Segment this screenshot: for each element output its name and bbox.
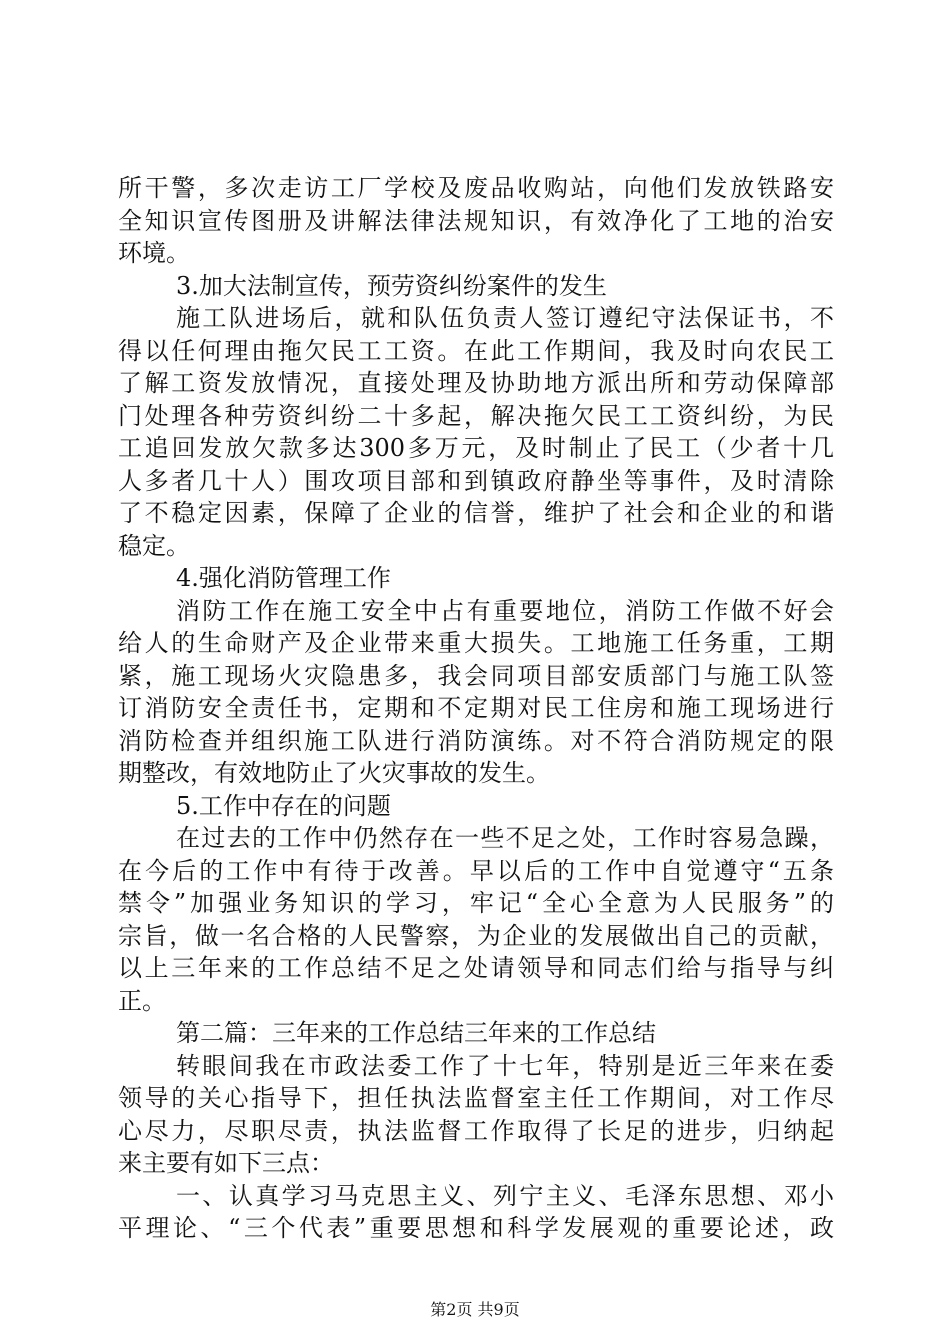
text-line: 全知识宣传图册及讲解法律法规知识，有效净化了工地的治安	[118, 206, 834, 235]
text-line: 宗旨，做一名合格的人民警察，为企业的发展做出自己的贡献，	[118, 921, 834, 950]
text-line: 环境。	[118, 239, 190, 267]
text-line: 领导的关心指导下，担任执法监督室主任工作期间，对工作尽	[118, 1084, 834, 1112]
text-line: 心尽力，尽职尽责，执法监督工作取得了长足的进步，归纳起	[118, 1116, 834, 1145]
text-line: 得以任何理由拖欠民工工资。在此工作期间，我及时向农民工	[118, 336, 834, 365]
text-line: 消防工作在施工安全中占有重要地位，消防工作做不好会	[176, 596, 834, 625]
text-line: 所干警，多次走访工厂学校及废品收购站，向他们发放铁路安	[118, 174, 834, 202]
text-line: 在过去的工作中仍然存在一些不足之处，工作时容易急躁，	[176, 824, 834, 852]
text-line: 订消防安全责任书，定期和不定期对民工住房和施工现场进行	[118, 694, 834, 722]
text-line: 消防检查并组织施工队进行消防演练。对不符合消防规定的限	[118, 726, 834, 755]
text-line: 正。	[118, 986, 166, 1015]
document-body	[118, 172, 834, 1245]
text-line: 给人的生命财产及企业带来重大损失。工地施工任务重，工期	[118, 629, 834, 657]
text-line: 5.工作中存在的问题	[176, 791, 391, 820]
text-line: 平理论、“三个代表”重要思想和科学发展观的重要论述，政	[118, 1214, 834, 1242]
text-line: 来主要有如下三点：	[118, 1149, 334, 1177]
text-line: 了解工资发放情况，直接处理及协助地方派出所和劳动保障部	[118, 369, 834, 397]
text-line: 一、认真学习马克思主义、列宁主义、毛泽东思想、邓小	[176, 1181, 834, 1210]
text-line: 工追回发放欠款多达300多万元，及时制止了民工（少者十几	[118, 434, 834, 462]
text-line: 转眼间我在市政法委工作了十七年，特别是近三年来在委	[176, 1051, 834, 1080]
text-line: 在今后的工作中有待于改善。早以后的工作中自觉遵守“五条	[118, 856, 834, 885]
text-line: 以上三年来的工作总结不足之处请领导和同志们给与指导与纠	[118, 954, 834, 982]
text-line: 了不稳定因素，保障了企业的信誉，维护了社会和企业的和谐	[118, 499, 834, 527]
text-line: 紧，施工现场火灾隐患多，我会同项目部安质部门与施工队签	[118, 661, 834, 690]
text-line: 施工队进场后，就和队伍负责人签订遵纪守法保证书，不	[176, 304, 834, 332]
text-line: 4.强化消防管理工作	[176, 564, 391, 592]
page-number-footer: 第2页 共9页	[430, 1300, 520, 1319]
text-line: 禁令”加强业务知识的学习，牢记“全心全意为人民服务”的	[118, 889, 834, 917]
text-line: 人多者几十人）围攻项目部和到镇政府静坐等事件，及时清除	[118, 466, 834, 495]
text-line: 门处理各种劳资纠纷二十多起，解决拖欠民工工资纠纷，为民	[118, 401, 834, 430]
text-line: 第二篇：三年来的工作总结三年来的工作总结	[176, 1019, 656, 1047]
text-line: 3.加大法制宣传，预劳资纠纷案件的发生	[176, 271, 607, 300]
text-line: 期整改，有效地防止了火灾事故的发生。	[118, 759, 550, 787]
text-line: 稳定。	[118, 531, 190, 560]
